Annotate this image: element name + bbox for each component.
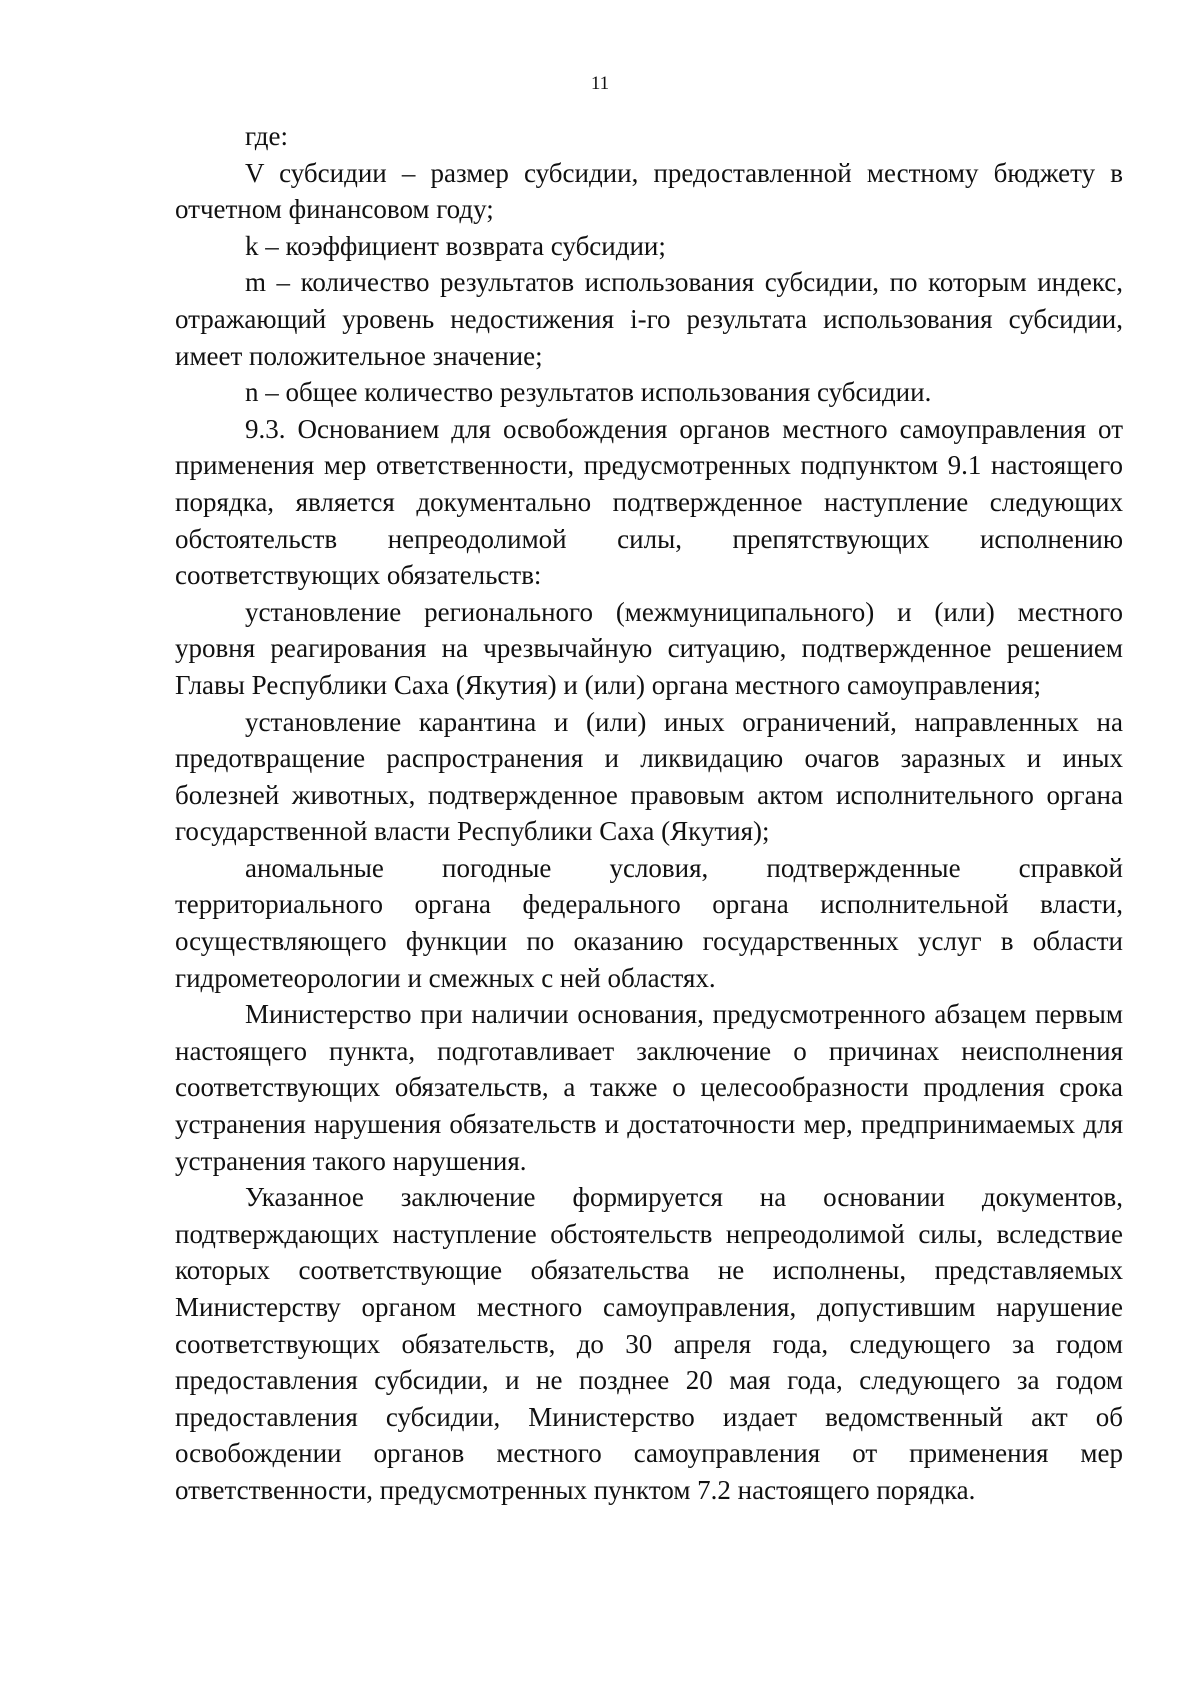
paragraph-k-coefficient: k – коэффициент возврата субсидии; — [245, 230, 666, 261]
paragraph-weather: аномальные погодные условия, подтвержденные справкой территориального органа федерального органа исполнительной власти, осуществляющего функции по оказанию государственных услуг в области гидрометеорологии и смежных с ней областях. — [175, 852, 1123, 993]
paragraph-quarantine: установление карантина и (или) иных ограничений, направленных на предотвращение распространения и ликвидацию очагов заразных и иных болезней животных, подтвержденное правовым актом исполнительного органа государственной власти Республики Саха (Якутия); — [175, 706, 1123, 847]
paragraph-conclusion-formed: Указанное заключение формируется на основании документов, подтверждающих наступление обстоятельств непреодолимой силы, вследствие которых соответствующие обязательства не исполнены, представляемых Министерству органом местного самоуправления, допустившим нарушение соответствующих обязательств, до 30 апреля года, следующего за годом предоставления субсидии, и не позднее 20 мая года, следующего за годом предоставления субсидии, Министерство издает ведомственный акт об освобождении органов местного самоуправления от применения мер ответственности, предусмотренных пунктом 7.2 настоящего порядка. — [175, 1182, 1123, 1505]
page-number: 11 — [590, 73, 610, 94]
paragraph-n-total: n – общее количество результатов использования субсидии. — [245, 377, 932, 408]
paragraph-emergency-level: установление регионального (межмуниципального) и (или) местного уровня реагирования на чрезвычайную ситуацию, подтвержденное решением Главы Республики Саха (Якутия) и (или) органа местного самоуправления; — [175, 596, 1123, 700]
paragraph-m-count: m – количество результатов использования субсидии, по которым индекс, отражающий уровень недостижения i-го результата использования субсидии, имеет положительное значение; — [175, 267, 1123, 371]
paragraph-ministry-conclusion: Министерство при наличии основания, предусмотренного абзацем первым настоящего пункта, подготавливает заключение о причинах неисполнения соответствующих обязательств, а также о целесообразности продления срока устранения нарушения обязательств и достаточности мер, предпринимаемых для устранения такого нарушения. — [175, 999, 1123, 1176]
paragraph-9-3-basis: 9.3. Основанием для освобождения органов местного самоуправления от применения мер ответственности, предусмотренных подпунктом 9.1 настоящего порядка, является документально подтвержденное наступление следующих обстоятельств непреодолимой силы, препятствующих исполнению соответствующих обязательств: — [175, 413, 1123, 591]
paragraph-where: где: — [245, 121, 288, 151]
paragraph-v-subsidy: V субсидии – размер субсидии, предоставленной местному бюджету в отчетном финансовом году; — [175, 157, 1123, 225]
document-body — [175, 118, 1123, 1509]
